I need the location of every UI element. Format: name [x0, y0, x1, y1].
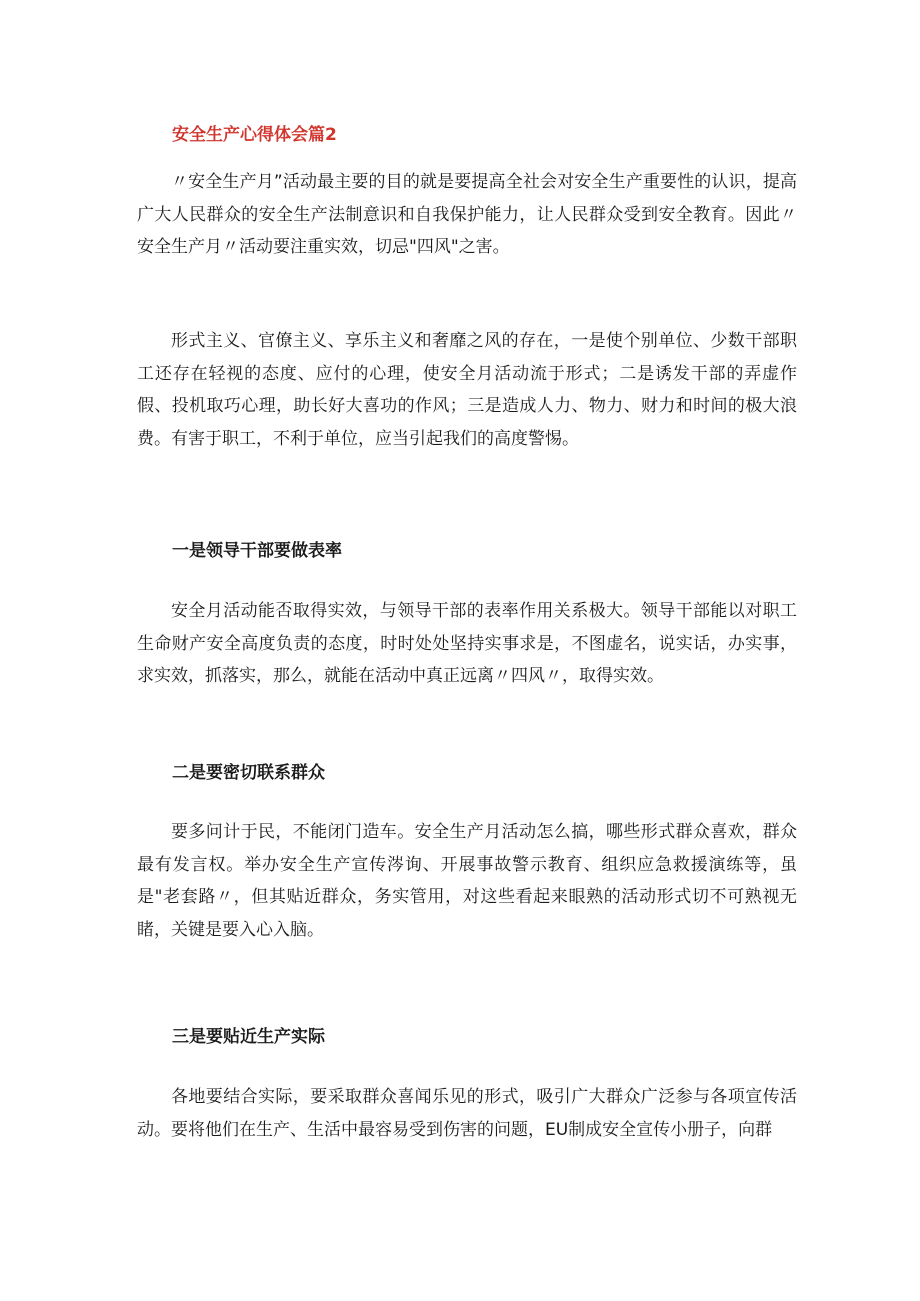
paragraph-four-winds: 形式主义、官僚主义、享乐主义和奢靡之风的存在，一是使个别单位、少数干部职工还存在轻视的态度、应付的心理，使安全月活动流于形式；二是诱发干部的弄虚作假、投机取巧心理，助长好大喜功的作风；三是造成人力、物力、财力和时间的极大浪费。有害于职工，不利于单位，应当引起我们的高度警惕。 [137, 331, 797, 449]
paragraph-masses: 要多问计于民，不能闭门造车。安全生产月活动怎么搞，哪些形式群众喜欢，群众最有发言权。举办安全生产宣传涔询、开展事故警示教育、组织应急救援演练等，虽是"老套路〃，但其贴近群众，务实管用，对这些看起来眼熟的活动形式切不可熟视无睹，关键是要入心入脑。 [137, 822, 797, 940]
section-heading-leaders: 一是领导干部要做表率 [172, 541, 342, 561]
section-heading-production: 三是要贴近生产实际 [172, 1027, 325, 1047]
section-heading-masses: 二是要密切联系群众 [172, 763, 325, 783]
paragraph-leaders: 安全月活动能否取得实效，与领导干部的表率作用关系极大。领导干部能以对职工生命财产安全高度负责的态度，时时处处坚持实事求是，不图虚名，说实话，办实事，求实效，抓落实，那么，就能在活动中真正远离〃四风〃，取得实效。 [137, 601, 797, 686]
paragraph-intro: 〃安全生产月”活动最主要的目的就是要提高全社会对安全生产重要性的认识，提高广大人民群众的安全生产法制意识和自我保护能力，让人民群众受到安全教育。因此〃安全生产月〃活动要注重实效，切忌"四风"之害。 [137, 172, 797, 257]
document-title: 安全生产心得体会篇2 [172, 125, 337, 145]
paragraph-production: 各地要结合实际，要采取群众喜闻乐见的形式，吸引广大群众广泛参与各项宣传活动。要将他们在生产、生活中最容易受到伤害的问题，EU制成安全宣传小册子，向群 [137, 1087, 797, 1140]
